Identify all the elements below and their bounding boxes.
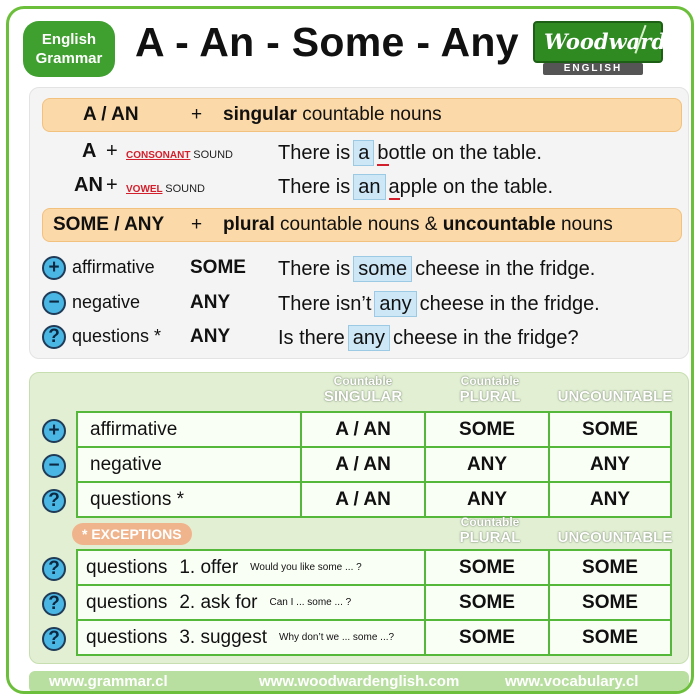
plus-sign: + (191, 104, 203, 125)
table-cell: ANY (426, 483, 550, 516)
col-head-small: Countable (460, 374, 520, 388)
q-example: Can I ... some ... ? (269, 597, 352, 608)
plus-icon: + (42, 419, 66, 443)
some-any-rule-band (42, 208, 682, 242)
page-title: A - An - Some - Any (135, 19, 519, 65)
summary-table (76, 411, 672, 518)
footer-bar (29, 671, 689, 693)
rule-end: nouns (560, 214, 613, 235)
consonant-sound-label (126, 149, 233, 161)
q-number: 3. suggest (179, 626, 268, 648)
q-number: 2. ask for (179, 591, 258, 613)
question-icon: ? (42, 489, 66, 513)
plus-sign: + (106, 140, 118, 162)
table-cell: SOME (550, 586, 670, 621)
row-sentence (278, 256, 595, 282)
sentence-end: ottle on the table. (388, 142, 542, 164)
badge-line2: Grammar (35, 50, 103, 67)
exceptions-table (76, 549, 672, 656)
col-head-small: Countable (460, 515, 520, 529)
plus-sign: + (106, 174, 118, 196)
footer-link-woodward[interactable]: www.woodwardenglish.com (259, 673, 460, 690)
sentence-start: There is (278, 258, 351, 280)
row-word: ANY (190, 326, 231, 347)
table-cell: A / AN (302, 483, 426, 516)
table-cell: ANY (550, 448, 670, 483)
row-word: SOME (190, 257, 246, 278)
rule-bold-uncountable: uncountable (442, 214, 556, 235)
highlight-word: any (374, 291, 416, 317)
sound-type: VOWEL (126, 184, 163, 195)
sound-word: SOUND (165, 183, 205, 195)
question-icon: ? (42, 557, 66, 581)
table-cell-label: questions * (78, 483, 302, 516)
minus-icon: − (42, 291, 66, 315)
a-an-rule-text (223, 99, 442, 131)
sentence-end: cheese in the fridge. (419, 293, 600, 315)
a-example-sentence (278, 140, 542, 166)
table-cell-label (78, 551, 426, 586)
rule-mid: countable nouns & (280, 214, 438, 235)
english-grammar-badge (23, 21, 115, 77)
col-head-large: PLURAL (459, 388, 521, 405)
question-icon: ? (42, 592, 66, 616)
exceptions-badge: * EXCEPTIONS (72, 523, 192, 545)
sentence-end: cheese in the fridge? (392, 327, 579, 349)
table-cell: SOME (582, 626, 638, 648)
a-example-row (30, 140, 670, 170)
table-cell: A / AN (302, 448, 426, 483)
sound-type: CONSONANT (126, 150, 191, 161)
table-cell: SOME (550, 551, 670, 586)
logo-subtitle: ENGLISH (543, 63, 643, 75)
logo-text: Woodward (544, 29, 667, 54)
consonant-underline: b (377, 142, 389, 164)
plus-sign: + (191, 214, 203, 235)
sentence-start: Is there (278, 327, 345, 349)
highlight-an: an (353, 174, 385, 200)
q-label: questions (86, 626, 168, 648)
sentence-start: There is (278, 142, 351, 164)
table-cell: A / AN (302, 413, 426, 448)
col-head-plural-2 (440, 516, 540, 546)
col-head-large: SINGULAR (323, 388, 403, 405)
highlight-word: any (348, 325, 390, 351)
table-cell: SOME (426, 586, 550, 621)
highlight-a: a (353, 140, 374, 166)
table-cell-label: affirmative (78, 413, 302, 448)
rule-bold-plural: plural (223, 214, 275, 235)
table-cell-label (78, 586, 426, 621)
plus-icon: + (42, 256, 66, 280)
question-icon: ? (42, 627, 66, 651)
row-word: ANY (190, 292, 231, 313)
an-example-row (30, 174, 670, 204)
col-head-large: PLURAL (459, 529, 521, 546)
article-an: AN (74, 174, 103, 196)
vowel-underline: a (388, 176, 400, 198)
table-cell: ANY (426, 448, 550, 483)
footer-link-vocabulary[interactable]: www.vocabulary.cl (505, 673, 639, 690)
a-an-label: A / AN (83, 104, 139, 125)
table-cell: SOME (426, 551, 550, 586)
table-cell: SOME (426, 413, 550, 448)
col-head-uncountable (550, 388, 680, 405)
col-head-small: Countable (333, 374, 393, 388)
q-label: questions (86, 591, 168, 613)
some-any-rule-text (223, 209, 613, 241)
table-cell: ANY (589, 488, 631, 510)
footer-link-grammar[interactable]: www.grammar.cl (49, 673, 168, 690)
q-example: Would you like some ... ? (250, 562, 362, 573)
some-any-label: SOME / ANY (53, 214, 165, 235)
col-head-plural (440, 375, 540, 405)
sentence-end: pple on the table. (399, 176, 554, 198)
rule-bold-singular: singular (223, 104, 297, 125)
infographic-frame (6, 6, 694, 694)
row-label: questions * (72, 326, 162, 346)
minus-icon: − (42, 454, 66, 478)
col-head-singular (318, 375, 408, 405)
sound-word: SOUND (193, 149, 233, 161)
table-cell-label: negative (78, 448, 302, 483)
sentence-end: cheese in the fridge. (415, 258, 596, 280)
row-sentence (278, 325, 579, 351)
an-example-sentence (278, 174, 553, 200)
badge-line1: English (41, 31, 97, 48)
vowel-sound-label (126, 183, 205, 195)
col-head-uncountable-2 (550, 529, 680, 546)
q-example: Why don’t we ... some ...? (279, 632, 395, 643)
highlight-word: some (353, 256, 412, 282)
col-head-large: UNCOUNTABLE (557, 388, 673, 405)
sentence-start: There isn’t (278, 293, 372, 315)
sentence-start: There is (278, 176, 351, 198)
question-icon: ? (42, 325, 66, 349)
article-a: A (82, 140, 97, 162)
table-cell: SOME (426, 621, 550, 654)
col-head-large: UNCOUNTABLE (557, 529, 673, 546)
summary-panel (29, 372, 689, 664)
rule-rest: countable nouns (302, 104, 442, 125)
q-number: 1. offer (179, 556, 239, 578)
row-label: affirmative (72, 257, 155, 277)
table-cell: SOME (550, 413, 670, 448)
a-an-rule-band (42, 98, 682, 132)
q-label: questions (86, 556, 168, 578)
row-sentence (278, 291, 600, 317)
table-cell-label (78, 621, 426, 654)
articles-panel (29, 87, 689, 359)
row-label: negative (72, 292, 141, 312)
